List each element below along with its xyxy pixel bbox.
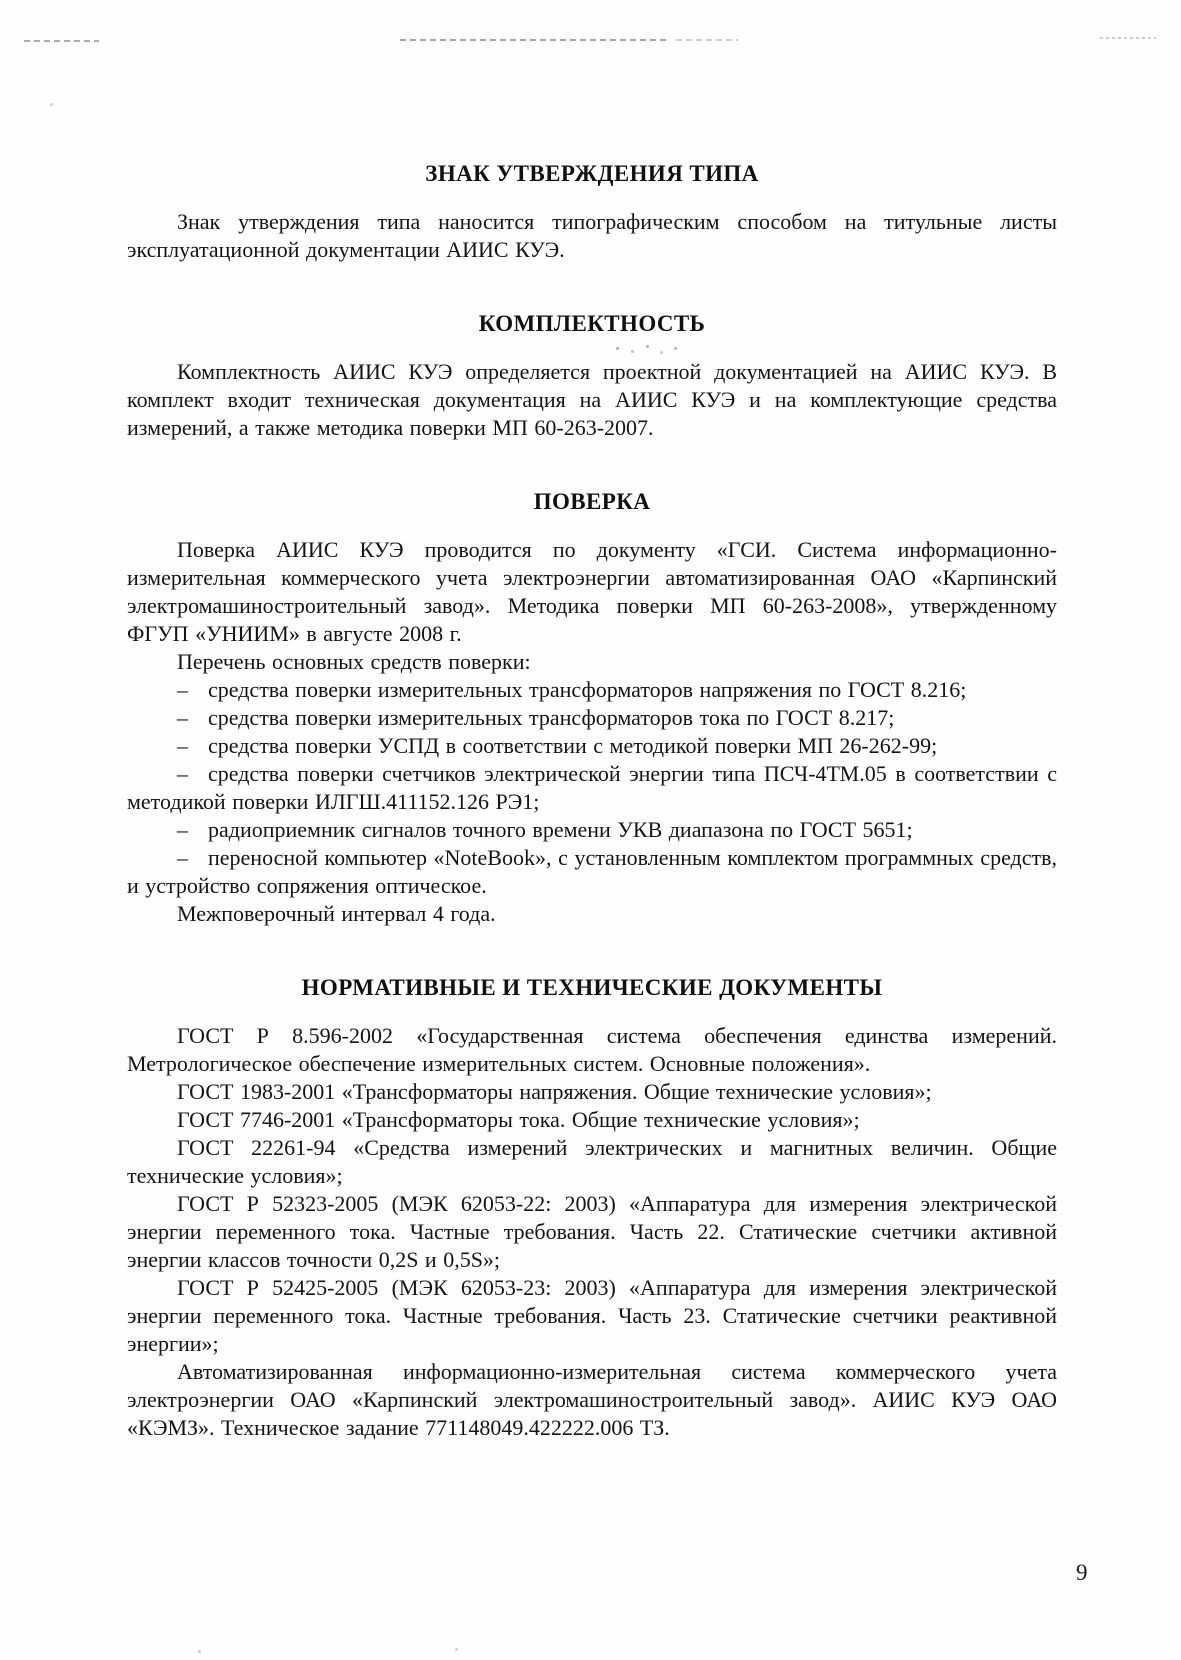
list-item-text: средства поверки измерительных трансформаторов тока по ГОСТ 8.217; bbox=[208, 705, 895, 730]
list-item-text: средства поверки счетчиков электрической энергии типа ПСЧ-4ТМ.05 в соответствии с методикой поверки ИЛГШ.411152.126 РЭ1; bbox=[127, 761, 1057, 814]
list-item-text: радиоприемник сигналов точного времени УКВ диапазона по ГОСТ 5651; bbox=[208, 817, 913, 842]
list-item bbox=[127, 844, 1057, 900]
paragraph: Поверка АИИС КУЭ проводится по документу «ГСИ. Система информационно-измерительная коммерческого учета электроэнергии автоматизированная ОАО «Карпинский электромашиностроительный завод». Методика поверки МП 60-263-2008», утвержденному ФГУП «УНИИМ» в августе 2008 г. bbox=[127, 537, 1057, 646]
paragraph: ГОСТ 7746-2001 «Трансформаторы тока. Общие технические условия»; bbox=[177, 1107, 860, 1132]
scan-artifact bbox=[24, 40, 99, 42]
scan-artifact bbox=[400, 39, 668, 41]
list-item-dash: – bbox=[177, 733, 188, 758]
section-heading: НОРМАТИВНЫЕ И ТЕХНИЧЕСКИЕ ДОКУМЕНТЫ bbox=[301, 975, 883, 1000]
section-normative-documents bbox=[127, 974, 1057, 1442]
list-item bbox=[127, 760, 1057, 816]
section-heading: КОМПЛЕКТНОСТЬ bbox=[478, 311, 706, 336]
section-type-approval-mark bbox=[127, 160, 1057, 264]
scan-artifact bbox=[676, 39, 738, 41]
document-content bbox=[127, 160, 1057, 1442]
paragraph: Автоматизированная информационно-измерительная система коммерческого учета электроэнергии ОАО «Карпинский электромашиностроительный завод». АИИС КУЭ ОАО «КЭМЗ». Техническое задание 771148049.422222.006 ТЗ. bbox=[127, 1359, 1057, 1440]
section-verification bbox=[127, 488, 1057, 928]
list-item-text: средства поверки измерительных трансформаторов напряжения по ГОСТ 8.216; bbox=[208, 677, 967, 702]
paragraph: ГОСТ Р 8.596-2002 «Государственная система обеспечения единства измерений. Метрологическое обеспечение измерительных систем. Основные положения». bbox=[127, 1023, 1057, 1076]
list-item-dash: – bbox=[177, 845, 188, 870]
paragraph: Комплектность АИИС КУЭ определяется проектной документацией на АИИС КУЭ. В комплект входит техническая документация на АИИС КУЭ и на комплектующие средства измерений, а также методика поверки МП 60-263-2007. bbox=[127, 359, 1057, 440]
list-item-text: переносной компьютер «NoteBook», с установленным комплектом программных средств, и устройство сопряжения оптическое. bbox=[127, 845, 1057, 898]
paragraph: ГОСТ Р 52323-2005 (МЭК 62053-22: 2003) «Аппаратура для измерения электрической энергии переменного тока. Частные требования. Часть 22. Статические счетчики активной энергии классов точности 0,2S и 0,5S»; bbox=[127, 1191, 1057, 1272]
paragraph: Перечень основных средств поверки: bbox=[177, 649, 531, 674]
scan-artifact bbox=[198, 1650, 201, 1653]
section-heading: ПОВЕРКА bbox=[533, 489, 651, 514]
list-item bbox=[127, 676, 1057, 704]
list-item bbox=[127, 732, 1057, 760]
paragraph: Знак утверждения типа наносится типографическим способом на титульные листы эксплуатационной документации АИИС КУЭ. bbox=[127, 209, 1057, 262]
paragraph: ГОСТ 22261-94 «Средства измерений электрических и магнитных величин. Общие технические условия»; bbox=[127, 1135, 1057, 1188]
list-item-dash: – bbox=[177, 761, 188, 786]
section-completeness bbox=[127, 310, 1057, 442]
list-item bbox=[127, 704, 1057, 732]
list-item bbox=[127, 816, 1057, 844]
paragraph: ГОСТ 1983-2001 «Трансформаторы напряжения. Общие технические условия»; bbox=[177, 1079, 932, 1104]
scan-artifact bbox=[455, 1648, 458, 1651]
scan-artifact bbox=[50, 103, 53, 106]
section-heading: ЗНАК УТВЕРЖДЕНИЯ ТИПА bbox=[425, 161, 759, 186]
paragraph: Межповерочный интервал 4 года. bbox=[177, 901, 496, 926]
paragraph: ГОСТ Р 52425-2005 (МЭК 62053-23: 2003) «Аппаратура для измерения электрической энергии переменного тока. Частные требования. Часть 23. Статические счетчики реактивной энергии»; bbox=[127, 1275, 1057, 1356]
list-item-dash: – bbox=[177, 817, 188, 842]
page-number: 9 bbox=[1076, 1560, 1088, 1585]
list-item-dash: – bbox=[177, 705, 188, 730]
list-item-dash: – bbox=[177, 677, 188, 702]
scan-artifact bbox=[1100, 37, 1156, 39]
list-item-text: средства поверки УСПД в соответствии с методикой поверки МП 26-262-99; bbox=[208, 733, 938, 758]
